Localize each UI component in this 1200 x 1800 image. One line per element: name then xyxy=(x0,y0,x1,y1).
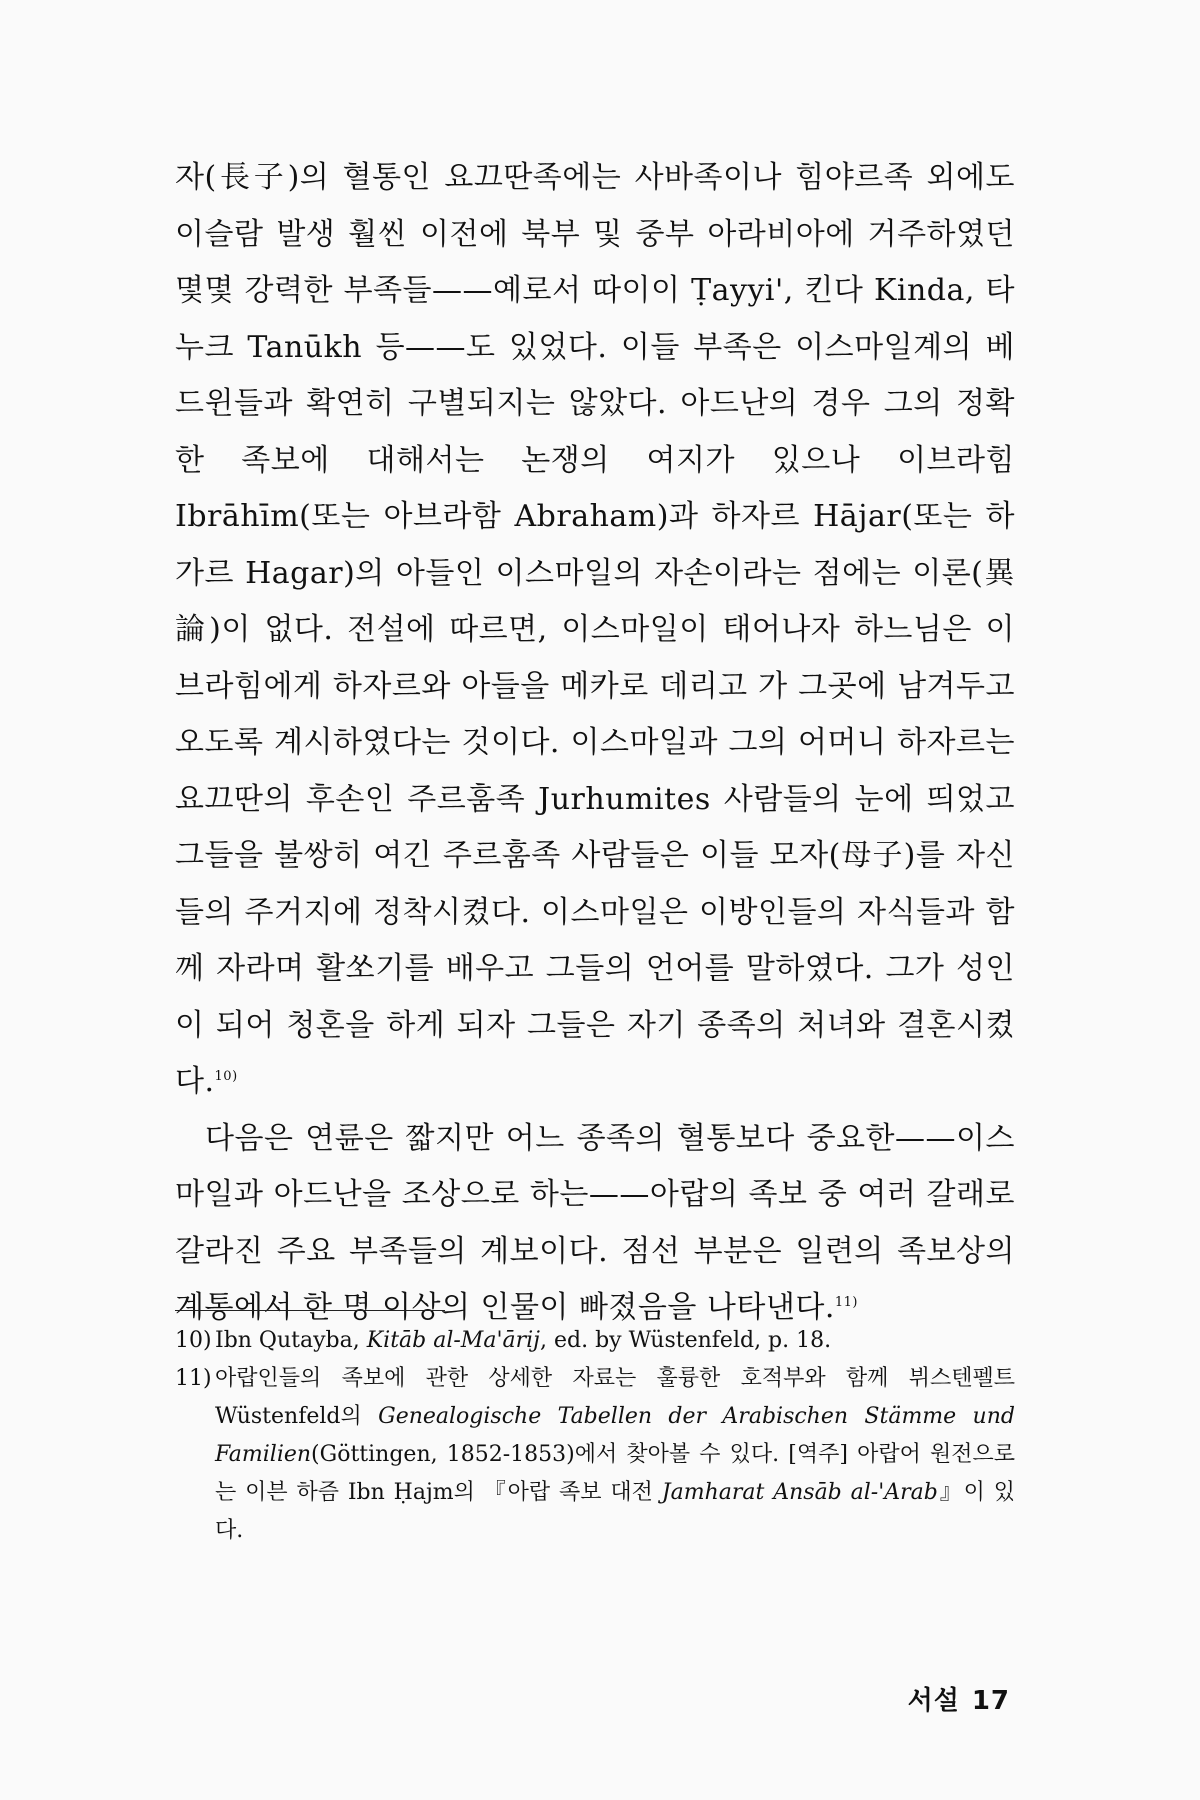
page-footer xyxy=(908,1680,1010,1717)
footnote-reference: 11) xyxy=(834,1295,858,1310)
page-number: 17 xyxy=(971,1686,1010,1716)
section-title: 서설 xyxy=(907,1686,960,1716)
footnote-text: (Göttingen, 1852-1853)에서 찾아볼 수 있다. [역주] 아랍어 원전으로는 이븐 하즘 Ibn Ḥajm의 『아랍 족보 대전 xyxy=(215,1442,1015,1505)
paragraph-text: 자(長子)의 혈통인 요끄딴족에는 사바족이나 힘야르족 외에도 이슬람 발생 훨씬 이전에 북부 및 중부 아라비아에 거주하였던 몇몇 강력한 부족들——예로서 따이이 Ṭayyi', 킨다 Kinda, 타누크 Tanūkh 등——도 있었다. 이들 부족은 이스마일계의 베드윈들과 확연히 구별되지는 않았다. 아드난의 경우 그의 정확한 족보에 대해서는 논쟁의 여지가 있으나 이브라힘 Ibrāhīm(또는 아브라함 Abraham)과 하자르 Hājar(또는 하가르 Hagar)의 아들인 이스마일의 자손이라는 점에는 이론(異論)이 없다. 전설에 따르면, 이스마일이 태어나자 하느님은 이브라힘에게 하자르와 아들을 메카로 데리고 가 그곳에 남겨두고 오도록 계시하였다는 것이다. 이스마일과 그의 어머니 하자르는 요끄딴의 후손인 주르훔족 Jurhumites 사람들의 눈에 띄었고 그들을 불쌍히 여긴 주르훔족 사람들은 이들 모자(母子)를 자신들의 주거지에 정착시켰다. 이스마일은 이방인들의 자식들과 함께 자라며 활쏘기를 배우고 그들의 언어를 말하였다. 그가 성인이 되어 청혼을 하게 되자 그들은 자기 종족의 처녀와 결혼시켰다. xyxy=(175,160,1015,1099)
footnote-text: 』이 있다. xyxy=(215,1480,1016,1543)
footnote-number: 10) xyxy=(175,1328,212,1353)
footnote-reference: 10) xyxy=(214,1069,238,1084)
footnote-divider xyxy=(175,1310,445,1311)
body-text xyxy=(175,150,1015,1337)
footnote-title: Genealogische Tabellen der Arabischen Stämme und Familien xyxy=(215,1404,1015,1467)
paragraph-text: 다음은 연륜은 짧지만 어느 종족의 혈통보다 중요한——이스마일과 아드난을 조상으로 하는——아랍의 족보 중 여러 갈래로 갈라진 주요 부족들의 계보이다. 점선 부분은 일련의 족보상의 계통에서 한 명 이상의 인물이 빠졌음을 나타낸다. xyxy=(175,1120,1015,1325)
footnote-number: 11) xyxy=(175,1366,212,1391)
paragraph xyxy=(175,1111,1015,1337)
footnote-text: , ed. by Wüstenfeld, p. 18. xyxy=(540,1328,832,1353)
footnote xyxy=(175,1360,1015,1550)
footnote-text: Ibn Qutayba, xyxy=(215,1328,367,1353)
footnote-title: Kitāb al-Ma'ārij xyxy=(366,1328,540,1353)
paragraph xyxy=(175,150,1015,1111)
footnote-text: 아랍인들의 족보에 관한 상세한 자료는 훌륭한 호적부와 함께 뷔스텐펠트 Wüstenfeld의 xyxy=(215,1366,1015,1429)
footnotes xyxy=(175,1322,1015,1550)
footnote xyxy=(175,1322,1015,1360)
footnote-title: Jamharat Ansāb al-'Arab xyxy=(661,1480,938,1505)
